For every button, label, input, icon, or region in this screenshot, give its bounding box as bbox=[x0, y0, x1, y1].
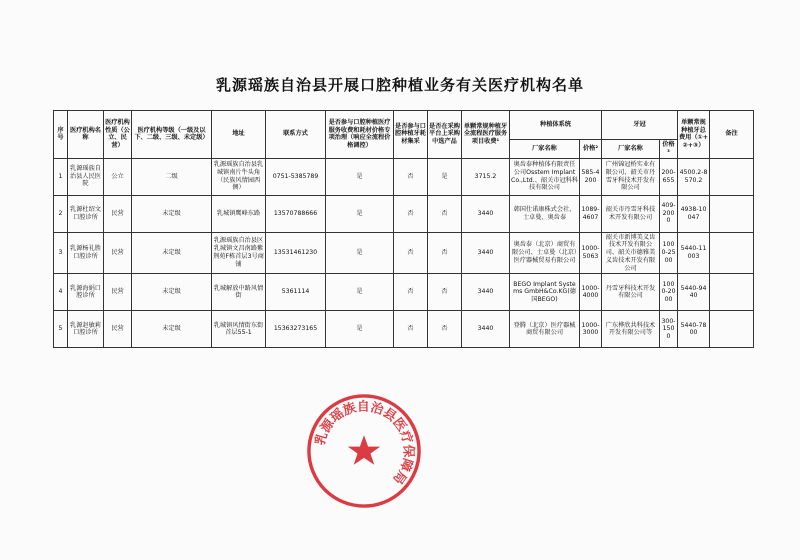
cell-remark bbox=[710, 232, 754, 274]
cell-crown-procure: 是 bbox=[428, 158, 462, 195]
cell-crown-price: 1000-2500 bbox=[660, 232, 678, 274]
cell-address: 乳城镇鹰峰东路 bbox=[212, 195, 266, 232]
header-crown-group: 牙冠 bbox=[602, 111, 678, 140]
cell-implant-procure: 否 bbox=[394, 158, 428, 195]
cell-contact: 15363273165 bbox=[266, 311, 326, 348]
cell-nature: 民营 bbox=[104, 311, 132, 348]
cell-seq: 1 bbox=[54, 158, 68, 195]
header-system-group: 种植体系统 bbox=[510, 111, 602, 140]
header-implant-procure: 是否参与口腔种植牙耗材集采 bbox=[394, 111, 428, 159]
cell-contact: 13531461230 bbox=[266, 232, 326, 274]
cell-crown-procure: 否 bbox=[428, 311, 462, 348]
header-crown-price: 价格³ bbox=[660, 140, 678, 159]
cell-implant-procure: 否 bbox=[394, 311, 428, 348]
cell-sys-price: 585-4200 bbox=[580, 158, 602, 195]
header-crown-procure: 是否在采购平台上采购中选产品 bbox=[428, 111, 462, 159]
cell-nature: 民营 bbox=[104, 195, 132, 232]
cell-contact: 0751-5385789 bbox=[266, 158, 326, 195]
cell-crown-procure: 否 bbox=[428, 274, 462, 311]
cell-level: 二级 bbox=[132, 158, 212, 195]
cell-remark bbox=[710, 311, 754, 348]
cell-implant-procure: 否 bbox=[394, 232, 428, 274]
cell-crown-procure: 否 bbox=[428, 232, 462, 274]
cell-level: 未定级 bbox=[132, 232, 212, 274]
cell-crown-maker: 丹雪牙科技术开发有限公司 bbox=[602, 274, 660, 311]
cell-seq: 5 bbox=[54, 311, 68, 348]
cell-name: 乳源杜绍文口腔诊所 bbox=[68, 195, 104, 232]
header-crown-maker: 厂家名称 bbox=[602, 140, 660, 159]
cell-crown-maker: 韶关市丹雪牙科技术开发有限公司 bbox=[602, 195, 660, 232]
table-row bbox=[54, 158, 754, 195]
cell-fee-pledge: 是 bbox=[326, 232, 394, 274]
cell-crown-price: 200-655 bbox=[660, 158, 678, 195]
header-address: 地址 bbox=[212, 111, 266, 159]
cell-address: 乳城镇风情街东街首层55-1 bbox=[212, 311, 266, 348]
cell-contact: 13570788666 bbox=[266, 195, 326, 232]
cell-address: 乳源瑶族自治县区乳城镇文昌南路紫荆苑F栋首层3号商铺 bbox=[212, 232, 266, 274]
cell-crown-maker: 广东桦欣共科技术开发有限公司等 bbox=[602, 311, 660, 348]
cell-remark bbox=[710, 195, 754, 232]
cell-seq: 2 bbox=[54, 195, 68, 232]
cell-fee-pledge: 是 bbox=[326, 158, 394, 195]
cell-name: 乳源赵敏莉口腔诊所 bbox=[68, 311, 104, 348]
cell-total: 5440-11003 bbox=[678, 232, 710, 274]
cell-name: 乳源海娟口腔诊所 bbox=[68, 274, 104, 311]
cell-level: 未定级 bbox=[132, 311, 212, 348]
header-level: 医疗机构等级（一级及以下、二级、三级、未定级） bbox=[132, 111, 212, 159]
cell-seq: 4 bbox=[54, 274, 68, 311]
cell-remark bbox=[710, 158, 754, 195]
table-row bbox=[54, 195, 754, 232]
cell-implant-procure: 否 bbox=[394, 195, 428, 232]
cell-sys-price: 1000-4000 bbox=[580, 274, 602, 311]
header-sys-maker: 厂家名称 bbox=[510, 140, 580, 159]
cell-single-fee: 3715.2 bbox=[462, 158, 510, 195]
cell-fee-pledge: 是 bbox=[326, 195, 394, 232]
cell-sys-maker: 奥齿泰（北京）商贸有限公司、士卓曼（北京）医疗器械贸易有限公司 bbox=[510, 232, 580, 274]
cell-sys-maker: 奥齿泰种植体有限责任公司Osstem Implant Co.,Ltd.、韶关市冠科科技有限公司 bbox=[510, 158, 580, 195]
header-single-fee: 单颗常规种植牙全流程医疗服务项目收费¹ bbox=[462, 111, 510, 159]
cell-nature: 民营 bbox=[104, 274, 132, 311]
table-row bbox=[54, 311, 754, 348]
document-title: 乳源瑶族自治县开展口腔种植业务有关医疗机构名单 bbox=[215, 76, 584, 94]
cell-nature: 公立 bbox=[104, 158, 132, 195]
header-total: 单颗常规种植牙总费用（①+②+③） bbox=[678, 111, 710, 159]
cell-single-fee: 3440 bbox=[462, 195, 510, 232]
cell-remark bbox=[710, 274, 754, 311]
cell-crown-price: 1000-2000 bbox=[660, 274, 678, 311]
cell-sys-price: 1000-5063 bbox=[580, 232, 602, 274]
header-sys-price: 价格² bbox=[580, 140, 602, 159]
cell-name: 乳源杨礼胜口腔诊所 bbox=[68, 232, 104, 274]
cell-single-fee: 3440 bbox=[462, 232, 510, 274]
cell-address: 乳源瑶族自治县乳城镇南片牛头角（民族风情园西侧） bbox=[212, 158, 266, 195]
seal-text-path: 乳源瑶族自治县医疗保障局 bbox=[312, 399, 416, 487]
cell-sys-maker: 韩国仕诺康株式会社、士卓曼、奥齿泰 bbox=[510, 195, 580, 232]
header-contact: 联系方式 bbox=[266, 111, 326, 159]
cell-total: 4938-10047 bbox=[678, 195, 710, 232]
cell-crown-price: 300-1500 bbox=[660, 311, 678, 348]
cell-level: 未定级 bbox=[132, 195, 212, 232]
cell-seq: 3 bbox=[54, 232, 68, 274]
header-name: 医疗机构名称 bbox=[68, 111, 104, 159]
cell-crown-maker: 韶关市新博美义齿技术开发有限公司、韶关市德雅美义齿技术开发有限公司 bbox=[602, 232, 660, 274]
table-row bbox=[54, 274, 754, 311]
header-nature: 医疗机构性质（公立、民营） bbox=[104, 111, 132, 159]
header-fee-pledge: 是否参与口腔种植医疗服务收费和耗材价格专项治理（响应全流程价格调控） bbox=[326, 111, 394, 159]
table-row bbox=[54, 232, 754, 274]
header-remark: 备注 bbox=[710, 111, 754, 159]
institution-table bbox=[53, 110, 754, 348]
cell-sys-price: 1000-3000 bbox=[580, 311, 602, 348]
cell-sys-maker: 登腾（北京）医疗器械商贸有限公司 bbox=[510, 311, 580, 348]
cell-contact: 5361114 bbox=[266, 274, 326, 311]
cell-fee-pledge: 是 bbox=[326, 311, 394, 348]
cell-crown-price: 409-2000 bbox=[660, 195, 678, 232]
cell-sys-maker: BEGO Implant Systems GmbH&Co.KG(德国BEGO) bbox=[510, 274, 580, 311]
cell-level: 未定级 bbox=[132, 274, 212, 311]
cell-crown-procure: 否 bbox=[428, 195, 462, 232]
cell-total: 5440-9440 bbox=[678, 274, 710, 311]
cell-implant-procure: 否 bbox=[394, 274, 428, 311]
official-seal bbox=[305, 392, 423, 510]
cell-nature: 民营 bbox=[104, 232, 132, 274]
cell-name: 乳源瑶族自治县人民医院 bbox=[68, 158, 104, 195]
cell-single-fee: 3440 bbox=[462, 311, 510, 348]
cell-total: 5440-7800 bbox=[678, 311, 710, 348]
cell-sys-price: 1089-4607 bbox=[580, 195, 602, 232]
seal-star bbox=[348, 435, 380, 465]
cell-address: 乳城解放中路风情街 bbox=[212, 274, 266, 311]
cell-total: 4500.2-8570.2 bbox=[678, 158, 710, 195]
header-seq: 序号 bbox=[54, 111, 68, 159]
cell-single-fee: 3440 bbox=[462, 274, 510, 311]
cell-fee-pledge: 是 bbox=[326, 274, 394, 311]
cell-crown-maker: 广州锦冠桥实业有限公司、韶关市丹雪牙科技术开发有限公司 bbox=[602, 158, 660, 195]
